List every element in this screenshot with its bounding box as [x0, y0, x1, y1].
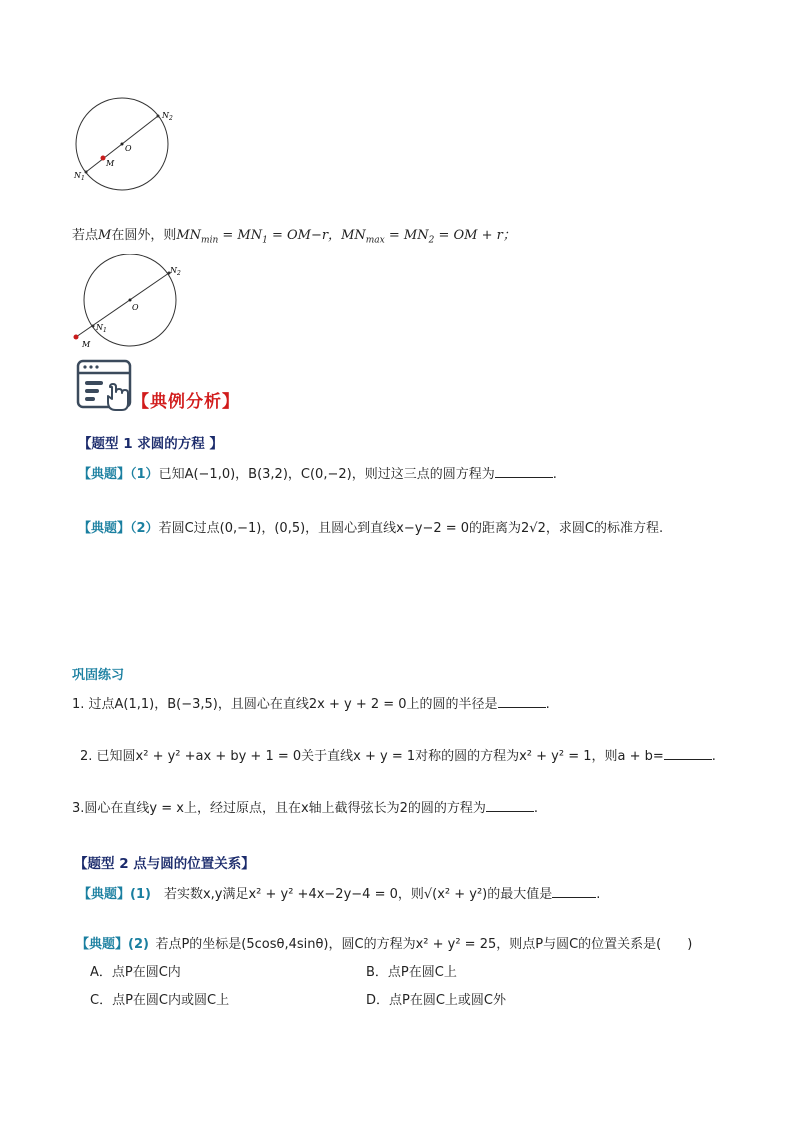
answer-blank[interactable] — [498, 695, 546, 708]
answer-blank[interactable] — [495, 465, 553, 478]
label-n1: $N_1$ — [96, 323, 107, 334]
option-c[interactable]: C．点P在圆C内或圆C上 — [90, 993, 230, 1008]
practice-q1: 1. 过点A(1,1)，B(−3,5)，且圆心在直线2x + y + 2 = 0上的圆的半径是 . — [72, 697, 550, 712]
figure-point-outside-circle — [70, 254, 190, 350]
type1-example1: 【典题】（1）已知A(−1,0)，B(3,2)，C(0,−2)，则过这三点的圆方程为 . — [78, 467, 557, 482]
type1-heading: 【题型 1 求圆的方程 】 — [78, 436, 223, 452]
answer-blank[interactable] — [664, 747, 712, 760]
option-d[interactable]: D．点P在圆C上或圆C外 — [366, 993, 507, 1008]
point-m-dot — [74, 335, 79, 340]
type1-example2: 【典题】（2）若圆C过点(0,−1)，(0,5)，且圆心到直线x−y−2 = 0的距离为2√2，求圆C的标准方程. — [78, 521, 664, 536]
answer-blank[interactable] — [486, 799, 534, 812]
type2-example2: 【典题】(2) 若点P的坐标是(5cosθ,4sinθ)，圆C的方程为x² + y² = 25，则点P与圆C的位置关系是( ) — [76, 937, 693, 952]
secant-line — [76, 273, 169, 337]
label-o: O — [132, 303, 139, 312]
section-title: 【典例分析】 — [132, 392, 240, 412]
type2-heading: 【题型 2 点与圆的位置关系】 — [74, 856, 255, 872]
label-m: M — [106, 159, 115, 168]
practice-heading: 巩固练习 — [72, 668, 125, 683]
point-n1-dot — [85, 171, 88, 174]
center-dot — [129, 299, 132, 302]
type2-example1: 【典题】(1) 若实数x,y满足x² + y² +4x−2y−4 = 0，则√(x² + y²)的最大值是 . — [78, 887, 601, 902]
outside-case-line: 若点M在圆外，则$MN_{min} = MN_1 = OM-r$，$MN_{max} = MN_2$ = OM + r； — [72, 228, 516, 246]
practice-q3: 3.圆心在直线y = x上，经过原点，且在x轴上截得弦长为2的圆的方程为 . — [72, 801, 539, 816]
label-n1: $N_1$ — [74, 171, 85, 182]
center-dot — [121, 143, 124, 146]
label-o: O — [125, 144, 132, 153]
practice-q2: 2. 已知圆x² + y² +ax + by + 1 = 0关于直线x + y = 1对称的圆的方程为x² + y² = 1，则a + b= . — [80, 749, 716, 764]
point-n1-dot — [92, 325, 95, 328]
label-n2: $N_2$ — [162, 111, 173, 122]
option-a[interactable]: A．点P在圆C内 — [90, 965, 181, 980]
label-m: M — [82, 340, 91, 349]
label-n2: $N_2$ — [170, 266, 181, 277]
example-analysis-icon — [76, 359, 132, 413]
point-n2-dot — [157, 115, 160, 118]
answer-blank[interactable] — [552, 885, 596, 898]
point-m-dot — [101, 156, 106, 161]
option-b[interactable]: B．点P在圆C上 — [366, 965, 457, 980]
figure-point-inside-circle — [66, 94, 186, 194]
